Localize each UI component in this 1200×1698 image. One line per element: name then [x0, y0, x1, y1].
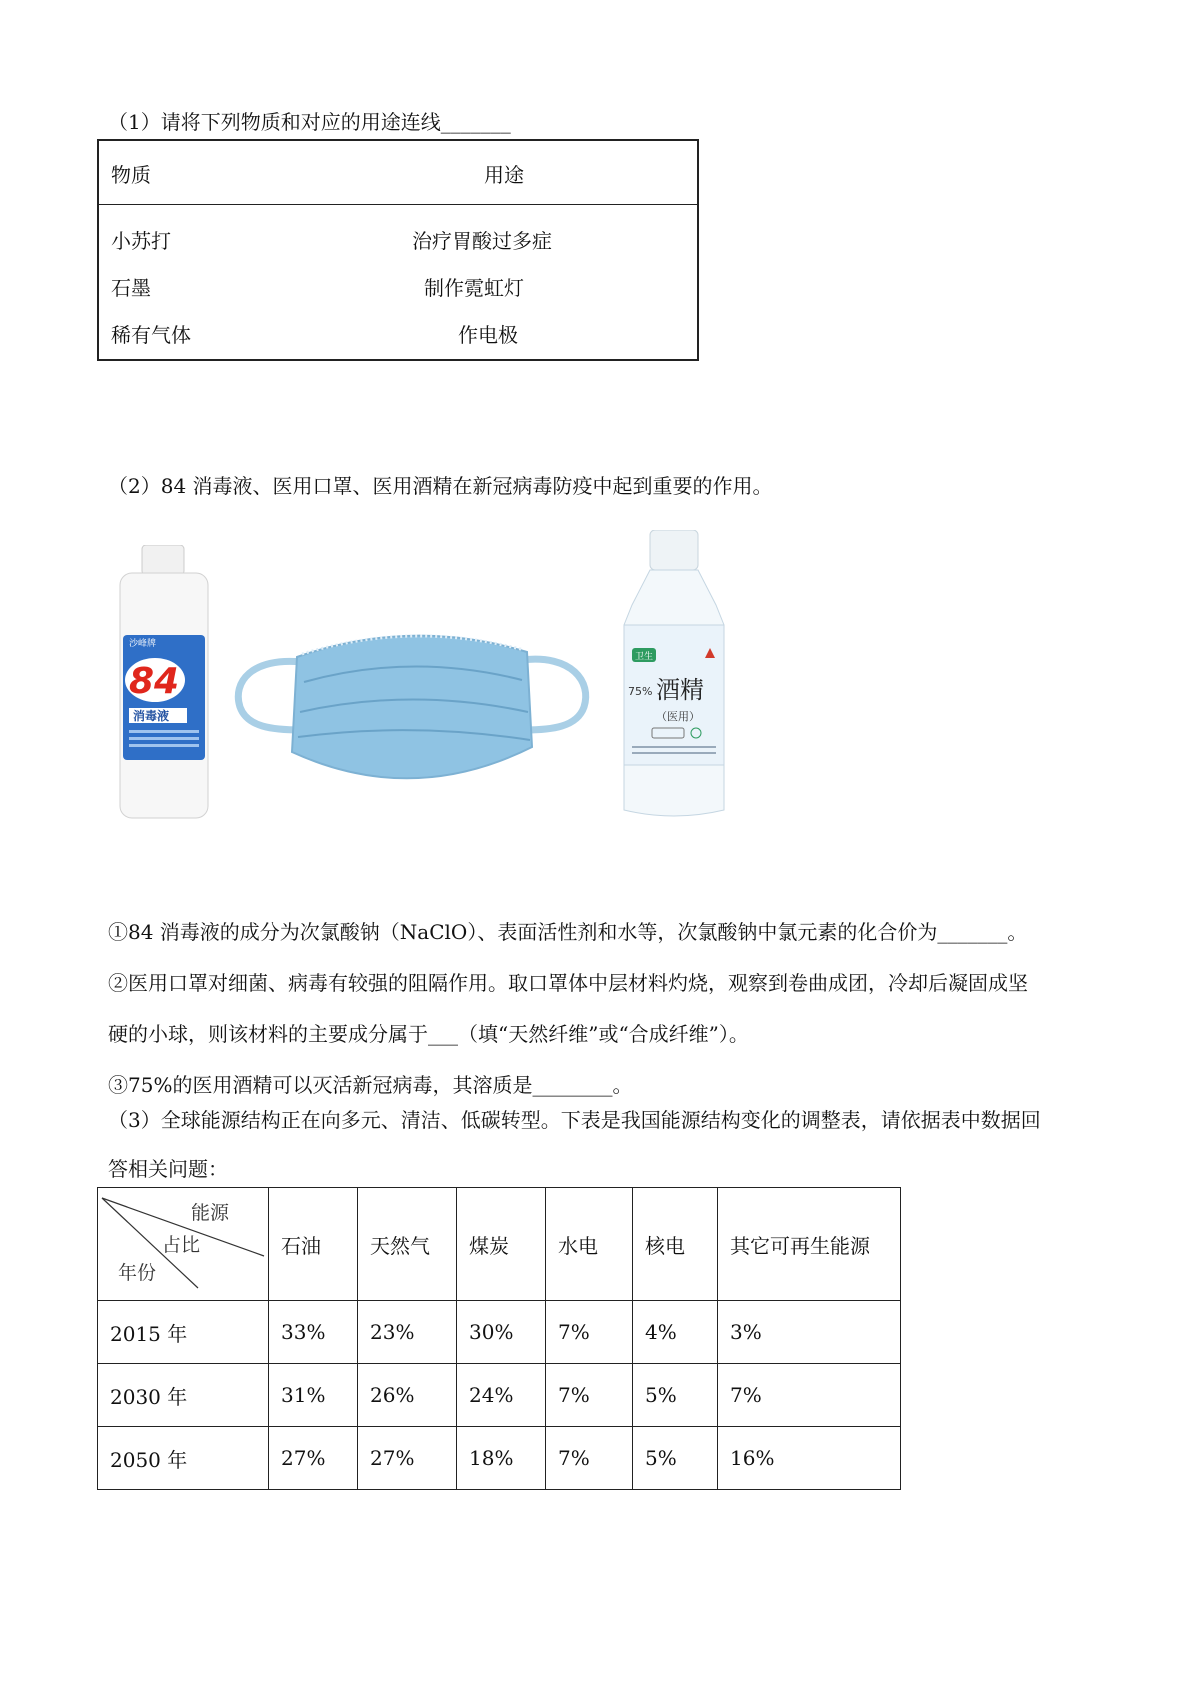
- cell-other-renewable: 16%: [718, 1427, 901, 1490]
- cell-coal: 18%: [457, 1427, 546, 1490]
- use-1[interactable]: 治疗胃酸过多症: [412, 229, 552, 253]
- disinfectant-84-bottle-image: [115, 545, 215, 820]
- q1-prompt: （1）请将下列物质和对应的用途连线_______: [108, 110, 511, 134]
- table-row: [98, 1364, 901, 1427]
- cell-oil: 33%: [269, 1301, 358, 1364]
- q3-intro-line2: 答相关问题：: [108, 1157, 228, 1181]
- row-year: 2050 年: [98, 1427, 269, 1490]
- substance-use-table: [97, 139, 699, 361]
- cell-oil: 31%: [269, 1364, 358, 1427]
- q2-item3: ③75%的医用酒精可以灭活新冠病毒，其溶质是________。: [108, 1073, 633, 1097]
- alcohol-title: 酒精: [656, 676, 704, 704]
- cell-natural-gas: 23%: [358, 1301, 457, 1364]
- table-row: [98, 1427, 901, 1490]
- cell-hydro: 7%: [546, 1364, 633, 1427]
- q2-intro: （2）84 消毒液、医用口罩、医用酒精在新冠病毒防疫中起到重要的作用。: [108, 474, 773, 498]
- cell-other-renewable: 7%: [718, 1364, 901, 1427]
- cell-coal: 24%: [457, 1364, 546, 1427]
- row-year: 2015 年: [98, 1301, 269, 1364]
- substance-3[interactable]: 稀有气体: [111, 323, 191, 347]
- energy-structure-table: [97, 1187, 901, 1490]
- diagonal-header-cell: [98, 1188, 269, 1301]
- table-header-row: [98, 1188, 901, 1301]
- row-year: 2030 年: [98, 1364, 269, 1427]
- corner-year: 年份: [118, 1262, 157, 1284]
- bottle-84-number: 84: [129, 661, 180, 702]
- cell-hydro: 7%: [546, 1301, 633, 1364]
- alcohol-percent: 75%: [628, 685, 653, 698]
- medical-mask-image: [232, 612, 592, 797]
- col-coal: 煤炭: [457, 1188, 546, 1301]
- cell-hydro: 7%: [546, 1427, 633, 1490]
- alcohol-tag-text: 卫生: [635, 652, 654, 662]
- medical-alcohol-bottle-image: [612, 530, 737, 820]
- col-nuclear: 核电: [633, 1188, 718, 1301]
- bottle-84-label: 消毒液: [133, 709, 170, 723]
- cell-oil: 27%: [269, 1427, 358, 1490]
- q2-item2-line2: 硬的小球，则该材料的主要成分属于___（填“天然纤维”或“合成纤维”）。: [108, 1022, 749, 1046]
- table-divider: [99, 204, 697, 205]
- use-3[interactable]: 作电极: [458, 323, 518, 347]
- header-substance: 物质: [111, 163, 151, 187]
- cell-other-renewable: 3%: [718, 1301, 901, 1364]
- cell-coal: 30%: [457, 1301, 546, 1364]
- cell-natural-gas: 26%: [358, 1364, 457, 1427]
- bottle-brand-text: 沙峰牌: [129, 639, 157, 649]
- substance-2[interactable]: 石墨: [111, 276, 151, 300]
- col-natural-gas: 天然气: [358, 1188, 457, 1301]
- cell-nuclear: 5%: [633, 1364, 718, 1427]
- corner-energy: 能源: [191, 1202, 230, 1224]
- q2-item1: ①84 消毒液的成分为次氯酸钠（NaClO）、表面活性剂和水等，次氯酸钠中氯元素的化合价为_______。: [108, 920, 1028, 944]
- cell-nuclear: 5%: [633, 1427, 718, 1490]
- cell-nuclear: 4%: [633, 1301, 718, 1364]
- q2-item2-line1: ②医用口罩对细菌、病毒有较强的阻隔作用。取口罩体中层材料灼烧，观察到卷曲成团，冷却后凝固成坚: [108, 971, 1028, 995]
- header-use: 用途: [484, 163, 524, 187]
- corner-ratio: 占比: [162, 1234, 201, 1256]
- col-other-renewable: 其它可再生能源: [718, 1188, 901, 1301]
- use-2[interactable]: 制作霓虹灯: [424, 276, 524, 300]
- col-oil: 石油: [269, 1188, 358, 1301]
- col-hydro: 水电: [546, 1188, 633, 1301]
- alcohol-subtitle: （医用）: [656, 710, 700, 723]
- table-row: [98, 1301, 901, 1364]
- cell-natural-gas: 27%: [358, 1427, 457, 1490]
- substance-1[interactable]: 小苏打: [111, 229, 171, 253]
- q3-intro-line1: （3）全球能源结构正在向多元、清洁、低碳转型。下表是我国能源结构变化的调整表，请依据表中数据回: [108, 1108, 1041, 1132]
